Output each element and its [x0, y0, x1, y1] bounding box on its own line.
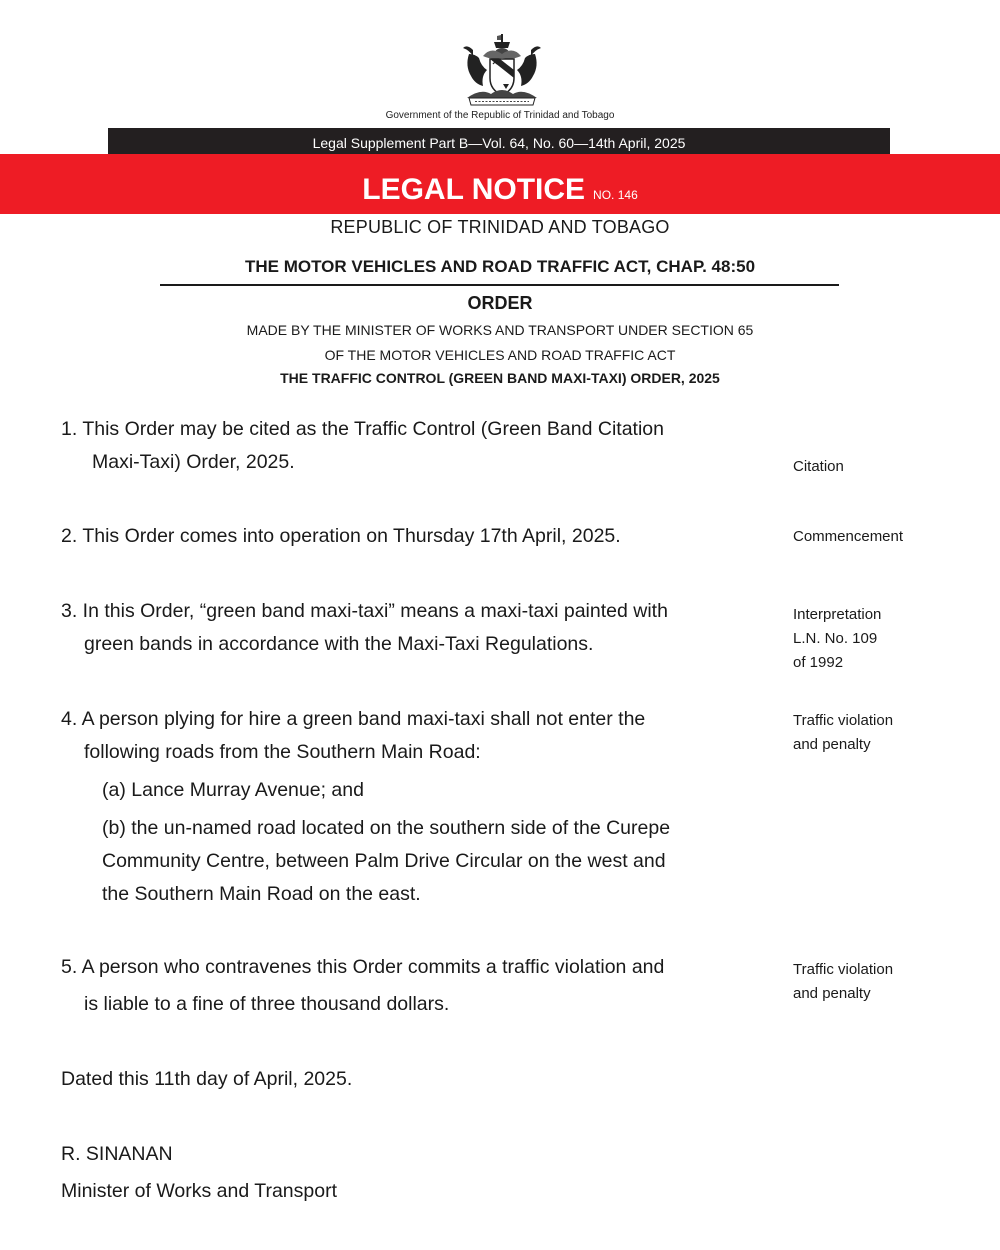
clause-4-line-1: 4. A person plying for hire a green band maxi-taxi shall not enter the: [61, 708, 646, 730]
of-act-line: OF THE MOTOR VEHICLES AND ROAD TRAFFIC ACT: [324, 347, 676, 363]
clause-2-line-1: 2. This Order comes into operation on Thursday 17th April, 2025.: [61, 525, 621, 547]
signatory-role: Minister of Works and Transport: [61, 1180, 337, 1202]
clause-5-line-1: 5. A person who contravenes this Order commits a traffic violation and: [61, 956, 665, 978]
clause-1-line-2: Maxi-Taxi) Order, 2025.: [92, 451, 295, 473]
clause-5: [61, 951, 761, 1021]
clause-4: [61, 703, 761, 911]
clause-4-item-a: (a) Lance Murray Avenue; and: [102, 779, 364, 801]
clause-4-line-2: following roads from the Southern Main Road:: [84, 741, 481, 763]
made-by-line: MADE BY THE MINISTER OF WORKS AND TRANSPORT UNDER SECTION 65: [246, 322, 754, 338]
supplement-text: Legal Supplement Part B—Vol. 64, No. 60—14th April, 2025: [312, 135, 686, 151]
clause-5-line-2: is liable to a fine of three thousand dollars.: [84, 993, 450, 1015]
margin-note-traffic-violation-2: [793, 958, 993, 1006]
margin-note-tv1-line-2: and penalty: [793, 736, 871, 753]
margin-note-interpretation-3: of 1992: [793, 654, 844, 671]
clause-4-item-b-line-3: the Southern Main Road on the east.: [102, 883, 421, 905]
title-divider: [160, 284, 839, 286]
margin-note-traffic-violation-1: [793, 709, 993, 757]
margin-note-interpretation-1: Interpretation: [793, 606, 882, 623]
order-heading: ORDER: [467, 293, 533, 313]
margin-note-interpretation: [793, 603, 993, 675]
clause-3: [61, 595, 761, 661]
clause-4-item-b-line-1: (b) the un-named road located on the southern side of the Curepe: [102, 817, 671, 839]
clause-3-line-2: green bands in accordance with the Maxi-Taxi Regulations.: [84, 633, 594, 655]
dated-line: Dated this 11th day of April, 2025.: [61, 1068, 353, 1090]
clause-1-line-1: 1. This Order may be cited as the Traffic Control (Green Band Citation: [61, 418, 664, 440]
clause-1: [61, 413, 761, 479]
government-caption: Government of the Republic of Trinidad and Tobago: [385, 110, 615, 121]
legal-notice-title: LEGAL NOTICE: [362, 173, 586, 206]
margin-note-citation: Citation: [793, 458, 844, 475]
margin-note-tv2-line-2: and penalty: [793, 985, 871, 1002]
clause-4-item-b-line-2: Community Centre, between Palm Drive Circular on the west and: [102, 850, 666, 872]
signatory-name: R. SINANAN: [61, 1143, 173, 1165]
order-name: THE TRAFFIC CONTROL (GREEN BAND MAXI-TAXI) ORDER, 2025: [280, 370, 720, 386]
clause-3-line-1: 3. In this Order, “green band maxi-taxi” means a maxi-taxi painted with: [61, 600, 668, 622]
margin-note-commencement: Commencement: [793, 528, 904, 545]
margin-note-tv2-line-1: Traffic violation: [793, 961, 894, 978]
margin-note-interpretation-2: L.N. No. 109: [793, 630, 878, 647]
act-title: THE MOTOR VEHICLES AND ROAD TRAFFIC ACT, CHAP. 48:50: [244, 257, 756, 276]
legal-notice-number: NO. 146: [593, 188, 638, 202]
coat-of-arms-emblem: [461, 32, 543, 108]
legal-notice-heading: [0, 170, 1000, 215]
republic-heading: REPUBLIC OF TRINIDAD AND TOBAGO: [330, 217, 670, 237]
margin-note-tv1-line-1: Traffic violation: [793, 712, 894, 729]
clause-2: [61, 520, 761, 553]
